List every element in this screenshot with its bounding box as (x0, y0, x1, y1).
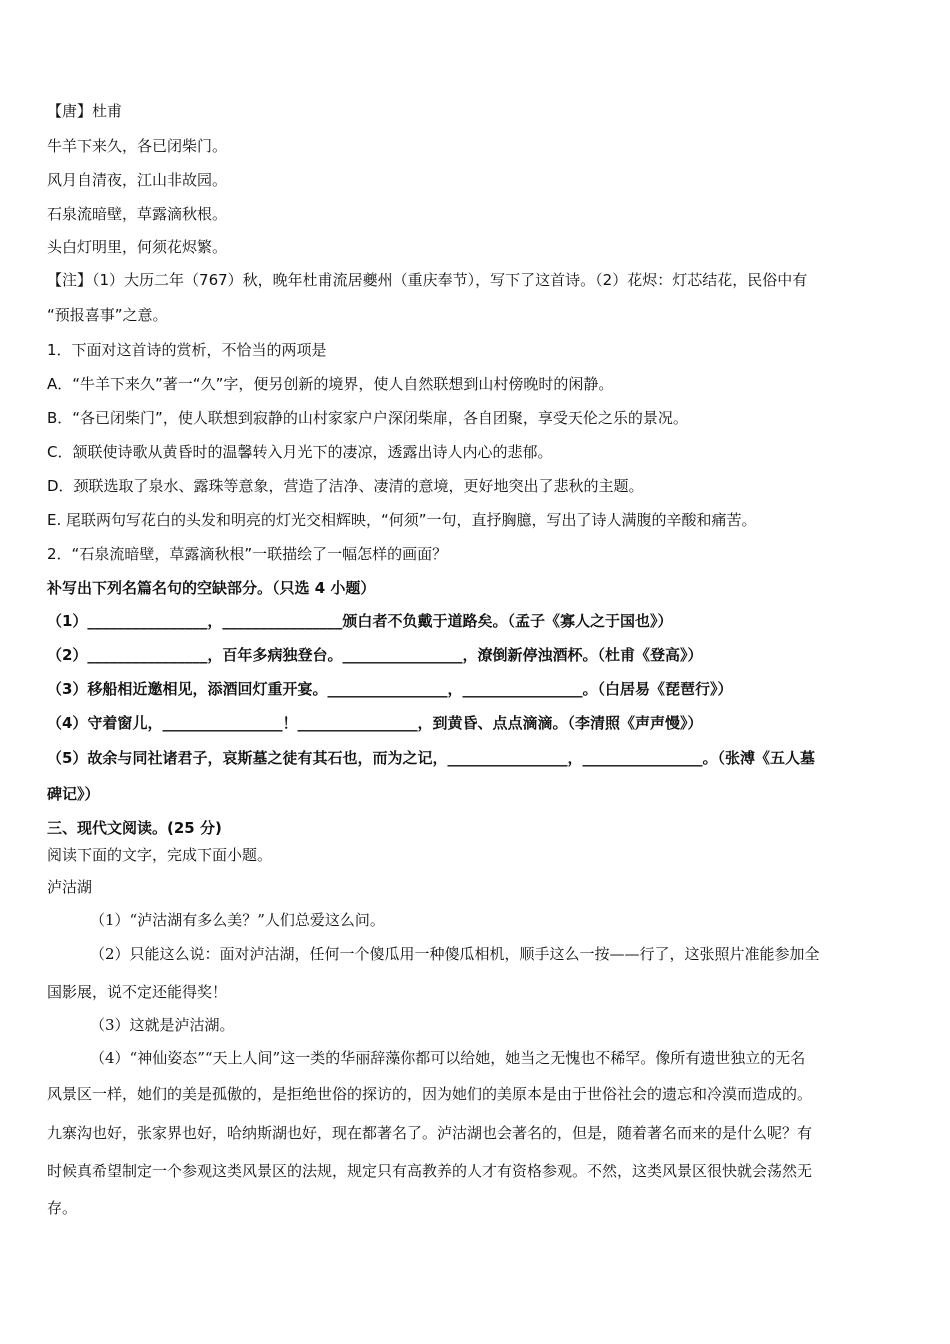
poem-note-line-1: 【注】（1）大历二年（767）秋，晚年杜甫流居夔州（重庆奉节），写下了这首诗。（2）花烬：灯芯结花，民俗中有 (47, 271, 808, 289)
fill-in-item-5-cont: 碑记》） (47, 785, 100, 803)
option-c: C．颔联使诗歌从黄昏时的温馨转入月光下的凄凉，透露出诗人内心的悲郁。 (47, 443, 553, 461)
article-paragraph-4-line-5: 存。 (47, 1199, 78, 1217)
poem-line-1: 牛羊下来久，各已闭柴门。 (47, 137, 228, 155)
poem-line-3: 石泉流暗壁，草露滴秋根。 (47, 205, 228, 223)
section-3-heading: 三、现代文阅读。(25 分) (47, 819, 222, 837)
option-d: D．颈联选取了泉水、露珠等意象，营造了洁净、凄清的意境，更好地突出了悲秋的主题。 (47, 477, 644, 495)
option-e: E. 尾联两句写花白的头发和明亮的灯光交相辉映，“何须”一句，直抒胸臆，写出了诗人满腹的辛酸和痛苦。 (47, 511, 757, 529)
poem-note-line-2: “预报喜事”之意。 (47, 306, 168, 324)
fill-in-item-2: （2）________________，百年多病独登台。________________，潦倒新停浊酒杯。（杜甫《登高》） (47, 646, 703, 664)
option-a: A．“牛羊下来久”著一“久”字，便另创新的境界，使人自然联想到山村傍晚时的闲静。 (47, 375, 614, 393)
option-b: B．“各已闭柴门”，使人联想到寂静的山村家家户户深闭柴扉，各自团聚，享受天伦之乐的景况。 (47, 409, 688, 427)
fill-in-title: 补写出下列名篇名句的空缺部分。（只选 4 小题） (47, 579, 376, 597)
fill-in-item-3: （3）移船相近邀相见，添酒回灯重开宴。________________，________________。（白居易《琵琶行》） (47, 680, 733, 698)
section-3-instruction: 阅读下面的文字，完成下面小题。 (47, 846, 273, 864)
fill-in-item-4: （4）守着窗儿，________________！________________，到黄昏、点点滴滴。（李清照《声声慢》） (47, 714, 703, 732)
article-paragraph-2-line-2: 国影展，说不定还能得奖！ (47, 983, 228, 1001)
article-paragraph-1: （1）“泸沽湖有多么美？”人们总爱这么问。 (90, 911, 385, 929)
article-paragraph-3: （3）这就是泸沽湖。 (90, 1016, 235, 1034)
poem-line-2: 风月自清夜，江山非故园。 (47, 171, 228, 189)
fill-in-item-5: （5）故余与同社诸君子，哀斯墓之徒有其石也，而为之记，________________，________________。（张溥《五人墓 (47, 749, 815, 767)
poem-author: 【唐】杜甫 (47, 102, 123, 120)
article-paragraph-4-line-3: 九寨沟也好，张家界也好，哈纳斯湖也好，现在都著名了。泸沽湖也会著名的，但是，随着著名而来的是什么呢？有 (47, 1124, 813, 1142)
article-paragraph-4-line-2: 风景区一样，她们的美是孤傲的，是拒绝世俗的探访的，因为她们的美原本是由于世俗社会的遗忘和冷漠而造成的。 (47, 1085, 813, 1103)
poem-line-4: 头白灯明里，何须花烬繁。 (47, 238, 228, 256)
question-2-stem: 2．“石泉流暗壁，草露滴秋根”一联描绘了一幅怎样的画面？ (47, 545, 448, 563)
fill-in-item-1: （1）________________，________________颁白者不负戴于道路矣。（孟子《寡人之于国也》） (47, 612, 673, 630)
article-title: 泸沽湖 (47, 878, 93, 896)
article-paragraph-4-line-1: （4）“神仙姿态”“天上人间”这一类的华丽辞藻你都可以给她，她当之无愧也不稀罕。像所有遗世独立的无名 (90, 1049, 806, 1067)
article-paragraph-2-line-1: （2）只能这么说：面对泸沽湖，任何一个傻瓜用一种傻瓜相机，顺手这么一按——行了，这张照片准能参加全 (90, 945, 820, 963)
article-paragraph-4-line-4: 时候真希望制定一个参观这类风景区的法规，规定只有高教养的人才有资格参观。不然，这类风景区很快就会荡然无 (47, 1162, 813, 1180)
question-1-stem: 1．下面对这首诗的赏析，不恰当的两项是 (47, 341, 327, 359)
